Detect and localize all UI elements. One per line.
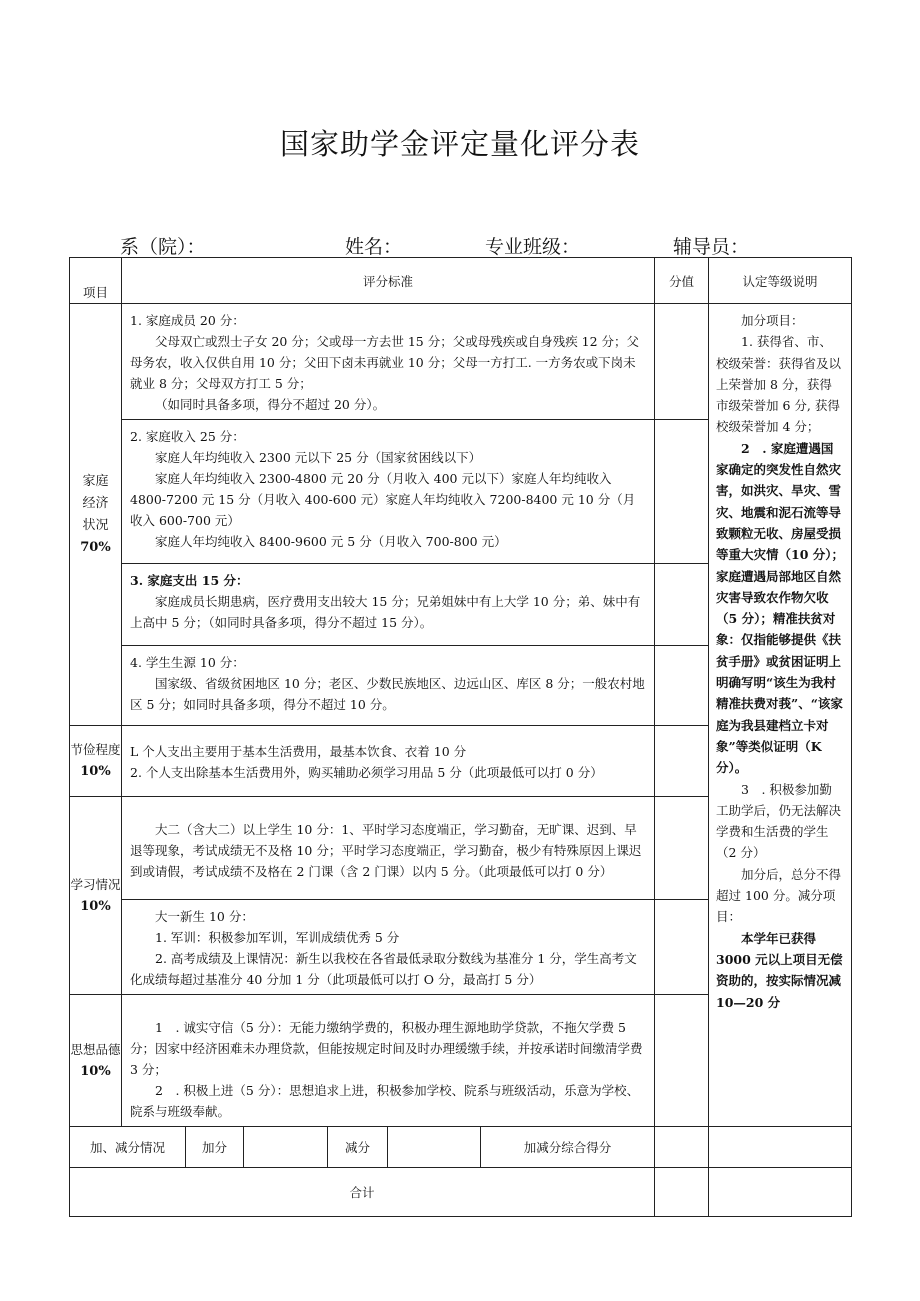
study-upper-criteria [122,797,655,900]
econ-income-score-cell[interactable] [655,420,709,564]
moral-label: 思想品德 [70,1041,121,1057]
adjust-minus-value[interactable] [388,1127,481,1168]
major-label: 专业班级： [485,236,581,258]
study-upper-text: 大二（含大二）以上学生 10 分：1、平时学习态度端正，学习勤奋，无旷课、迟到、早退等现象，考试成绩无不及格 10 分；平时学习态度端正，学习勤奋，极少有特殊原因上课迟到或请假，考试成绩不及格在 2 门课（含 2 门课）以内 5 分。（此项最低可以打 0 分） [130,822,642,879]
thrift-pct: 10% [80,764,111,779]
econ-income-line: 家庭人年均纯收入 2300-4800 元 20 分（月收入 400 元以下）家庭人年均纯收入 4800-7200 元 15 分（月收入 400-600 元）家庭人年均纯收入 7200-8400 元 10 分（月收入 600-700 元） [130,471,636,528]
counselor-label: 辅导员： [673,236,750,258]
econ-members-head: 1. 家庭成员 20 分： [130,313,245,328]
page-title: 国家助学金评定量化评分表 [279,127,640,161]
adjust-minus-label: 减分 [328,1127,388,1168]
thrift-criteria [122,726,655,797]
econ-origin-score-cell[interactable] [655,646,709,726]
thrift-line: L 个人支出主要用于基本生活费用，最基本饮食、衣着 10 分 [130,744,467,759]
adjust-plus-label: 加分 [186,1127,244,1168]
econ-origin-criteria [122,646,655,726]
econ-origin-line: 国家级、省级贫困地区 10 分；老区、少数民族地区、边远山区、库区 8 分；一般农村地区 5 分；如同时具备多项，得分不超过 10 分。 [130,676,645,712]
thrift-category [70,726,122,797]
moral-criteria [122,995,655,1127]
econ-income-head: 2. 家庭收入 25 分： [130,429,245,444]
moral-score-cell[interactable] [655,995,709,1127]
info-line [120,232,860,258]
econ-origin-head: 4. 学生生源 10 分： [130,655,245,670]
adjust-label: 加、减分情况 [70,1127,186,1168]
total-extra-cell [709,1168,852,1217]
econ-members-row [70,304,852,420]
moral-line: 1 . 诚实守信（5 分）：无能力缴纳学费的，积极办理生源地助学贷款，不拖欠学费 5 分；因家中经济困难未办理贷款，但能按规定时间及时办理缓缴手续，并按承诺时间缴清学费 3 分； [130,1020,643,1077]
name-label: 姓名： [345,236,403,258]
adjust-extra-cell [709,1127,852,1168]
moral-category [70,995,122,1127]
econ-expense-line: 家庭成员长期患病，医疗费用支出较大 15 分；兄弟姐妹中有上大学 10 分；弟、妹中有上高中 5 分；（如同时具备多项，得分不超过 15 分）。 [130,594,641,630]
econ-income-criteria [122,420,655,564]
scoring-table [69,257,852,1217]
econ-members-criteria [122,304,655,420]
adjust-combined-label: 加减分综合得分 [481,1127,655,1168]
moral-line: 2 . 积极上进（5 分）：思想追求上进，积极参加学校、院系与班级活动，乐意为学校、院系与班级奉献。 [130,1083,640,1119]
thrift-line: 2. 个人支出除基本生活费用外，购买辅助必须学习用品 5 分（此项最低可以打 0 分） [130,765,603,780]
header-score: 分值 [655,258,709,304]
adjust-combined-value[interactable] [655,1127,709,1168]
study-upper-score-cell[interactable] [655,797,709,900]
header-note: 认定等级说明 [709,258,852,304]
econ-category [70,304,122,726]
moral-pct: 10% [80,1063,111,1079]
header-criteria: 评分标准 [122,258,655,304]
econ-members-line: 父母双亡或烈士子女 20 分；父或母一方去世 15 分；父或母残疾或自身残疾 12 分；父母务农，收入仅供自用 10 分；父田下卤未再就业 10 分；父母一方打工. 一方务农或下岗未就业 8 分；父母双方打工 5 分； [130,334,640,391]
dept-label: 系（院）： [120,236,206,258]
note-line: 加分后，总分不得超过 100 分。减分项目： [716,866,842,925]
econ-income-line: 家庭人年均纯收入 2300 元以下 25 分（国家贫困线以下） [155,450,482,465]
note-line: 加分项目： [741,313,804,328]
econ-income-line: 家庭人年均纯收入 8400-9600 元 5 分（月收入 700-800 元） [155,534,507,549]
adjust-plus-value[interactable] [244,1127,328,1168]
study-fresh-line: 2. 高考成绩及上课情况：新生以我校在各省最低录取分数线为基准分 1 分，学生高考文化成绩每超过基准分 40 分加 1 分（此项最低可以打 O 分，最高打 5 分） [130,951,637,987]
note-line: 1. 获得省、市、校级荣誉：获得省及以上荣誉加 8 分，获得市级荣誉加 6 分, 获得校级荣誉加 4 分； [716,334,842,435]
econ-members-score-cell[interactable] [655,304,709,420]
study-fresh-score-cell[interactable] [655,900,709,995]
note-line: 本学年已获得 3000 元以上项目无偿资助的，按实际情况减 10—20 分 [716,930,843,1010]
total-label: 合计 [70,1168,655,1217]
header-item: 项目 [70,258,122,304]
study-pct: 10% [80,898,111,914]
study-fresh-line: 1. 军训：积极参加军训，军训成绩优秀 5 分 [155,930,400,945]
note-line: 2 . 家庭遭遇国家确定的突发性自然灾害，如洪灾、旱灾、雪灾、地震和泥石流等导致颗粒无收、房屋受损等重大灾情（10 分）；家庭遭遇局部地区自然灾害导致农作物欠收（5 分）；精准扶贫对象：仅指能够提供《扶贫手册》或贫困证明上明确写明“该生为我村精准扶费对莪”、“该家庭为我县建档立卡对象”等类似证明（K 分）。 [716,440,845,776]
thrift-score-cell[interactable] [655,726,709,797]
study-category [70,797,122,995]
econ-expense-head: 3. 家庭支出 15 分： [130,573,249,588]
thrift-label: 节俭程度 [70,742,121,757]
total-value[interactable] [655,1168,709,1217]
econ-expense-score-cell[interactable] [655,564,709,646]
study-fresh-head: 大一新生 10 分： [155,909,254,924]
header-row [70,258,852,304]
econ-expense-criteria [122,564,655,646]
adjust-row [70,1127,852,1168]
note-line: 3 . 积极参加勤工助学后，仍无法解决学费和生活费的学生（2 分） [716,781,842,861]
econ-pct: 70% [80,539,111,555]
study-label: 学习情况 [70,876,121,892]
total-row [70,1168,852,1217]
note-cell [709,304,852,1127]
study-fresh-criteria [122,900,655,995]
econ-members-line: （如同时具备多项，得分不超过 20 分）。 [155,397,386,412]
econ-label: 家庭 经济 状况 [82,473,109,533]
